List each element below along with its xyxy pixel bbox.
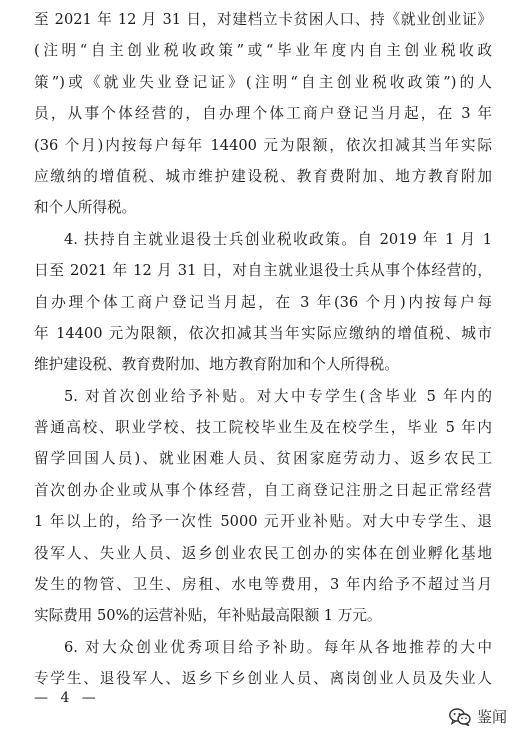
text-line: 发生的物管、卫生、房租、水电等费用，3 年内给予不超过当月 (34, 576, 492, 594)
text-line: 6. 对大众创业优秀项目给予补助。每年从各地推荐的大中 (64, 638, 492, 656)
text-line: 实际费用 50%的运营补贴，年补贴最高限额 1 万元。 (34, 607, 382, 625)
text-line: 役军人、失业人员、返乡创业农民工创办的实体在创业孵化基地 (34, 544, 492, 562)
watermark-text: 鉴闻 (476, 708, 507, 726)
watermark (449, 706, 507, 727)
page-number: — 4 — (34, 690, 100, 706)
text-line: 员，从事个体经营的，自办理个体工商户登记当月起，在 3 年 (34, 105, 492, 123)
text-line: 留学回国人员)、就业困难人员、贫困家庭劳动力、返乡农民工 (34, 450, 492, 468)
text-line: 和个人所得税。 (34, 199, 137, 217)
text-line: 首次创办企业或从事个体经营，自工商登记注册之日起正常经营 (34, 481, 492, 499)
text-line: 策”)或《就业失业登记证》(注明“自主创业税收政策”)的人 (34, 73, 492, 91)
text-line: 维护建设税、教育费附加、地方教育附加和个人所得税。 (34, 356, 399, 374)
text-line: 普通高校、职业学校、技工院校毕业生及在校学生，毕业 5 年内 (34, 419, 492, 437)
text-line: 1 年以上的，给予一次性 5000 元开业补贴。对大中专学生、退 (34, 513, 492, 531)
text-line: 日至 2021 年 12 月 31 日，对自主就业退役士兵从事个体经营的， (34, 262, 492, 280)
wechat-icon (449, 708, 471, 726)
text-line: (36 个月)内按每户每年 14400 元为限额，依次扣减其当年实际 (34, 136, 492, 154)
text-line: (注明“自主创业税收政策”或“毕业年度内自主创业税收政 (34, 42, 492, 60)
text-line: 自办理个体工商户登记当月起，在 3 年(36 个月)内按每户每 (34, 293, 492, 311)
text-line: 专学生、退役军人、返乡下乡创业人员、离岗创业人员及失业人 (34, 670, 492, 688)
text-line: 年 14400 元为限额，依次扣减其当年实际应缴纳的增值税、城市 (34, 324, 492, 342)
text-line: 至 2021 年 12 月 31 日，对建档立卡贫困人口、持《就业创业证》 (34, 11, 492, 28)
text-line: 5. 对首次创业给予补贴。对大中专学生(含毕业 5 年内的 (64, 387, 492, 405)
text-line: 应缴纳的增值税、城市维护建设税、教育费附加、地方教育附加 (34, 167, 492, 185)
document-body (34, 4, 492, 695)
text-line: 4. 扶持自主就业退役士兵创业税收政策。自 2019 年 1 月 1 (64, 230, 492, 248)
